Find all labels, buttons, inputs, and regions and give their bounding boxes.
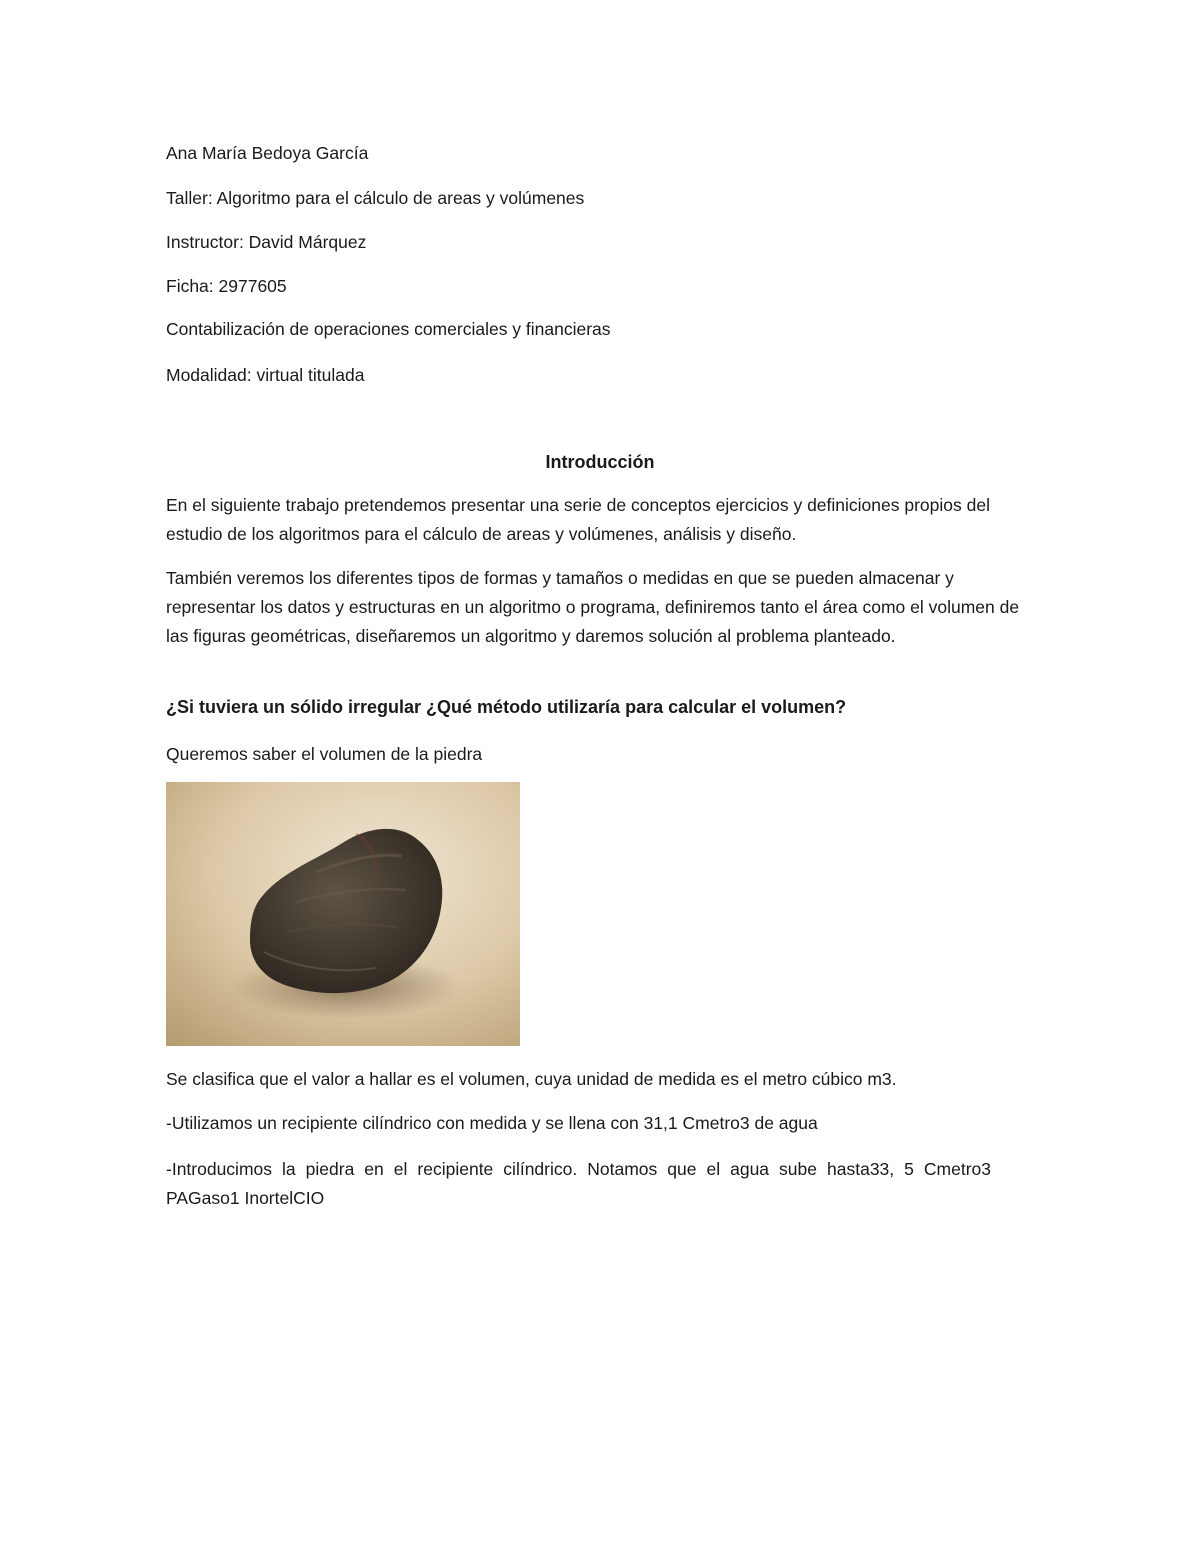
intro-paragraph-2: También veremos los diferentes tipos de formas y tamaños o medidas en que se pueden almacenar y representar los datos y estructuras en un algoritmo o programa, definiremos tanto el área como el volumen de las figuras geométricas, diseñaremos un algoritmo y daremos solución al problema planteado. bbox=[166, 568, 1020, 646]
author-name: Ana María Bedoya García bbox=[166, 143, 369, 163]
ficha-line: Ficha: 2977605 bbox=[166, 276, 287, 296]
step-insert-stone: -Introducimos la piedra en el recipiente cilíndrico. Notamos que el agua sube hasta33, 5 Cmetro3 PAGaso1 InortelCIO bbox=[166, 1159, 991, 1208]
modalidad-line: Modalidad: virtual titulada bbox=[166, 365, 365, 385]
taller-title: Taller: Algoritmo para el cálculo de areas y volúmenes bbox=[166, 188, 585, 208]
intro-paragraph-1: En el siguiente trabajo pretendemos presentar una serie de conceptos ejercicios y definiciones propios del estudio de los algoritmos para el cálculo de areas y volúmenes, análisis y diseño. bbox=[166, 495, 990, 544]
stone-photo bbox=[166, 782, 520, 1046]
question-heading: ¿Si tuviera un sólido irregular ¿Qué método utilizaría para calcular el volumen? bbox=[166, 697, 847, 717]
question-lead: Queremos saber el volumen de la piedra bbox=[166, 744, 483, 764]
instructor-line: Instructor: David Márquez bbox=[166, 232, 367, 252]
step-classification: Se clasifica que el valor a hallar es el volumen, cuya unidad de medida es el metro cúbico m3. bbox=[166, 1069, 897, 1089]
step-fill-water: -Utilizamos un recipiente cilíndrico con medida y se llena con 31,1 Cmetro3 de agua bbox=[166, 1113, 818, 1133]
program-line: Contabilización de operaciones comerciales y financieras bbox=[166, 319, 611, 339]
intro-heading: Introducción bbox=[545, 452, 655, 472]
